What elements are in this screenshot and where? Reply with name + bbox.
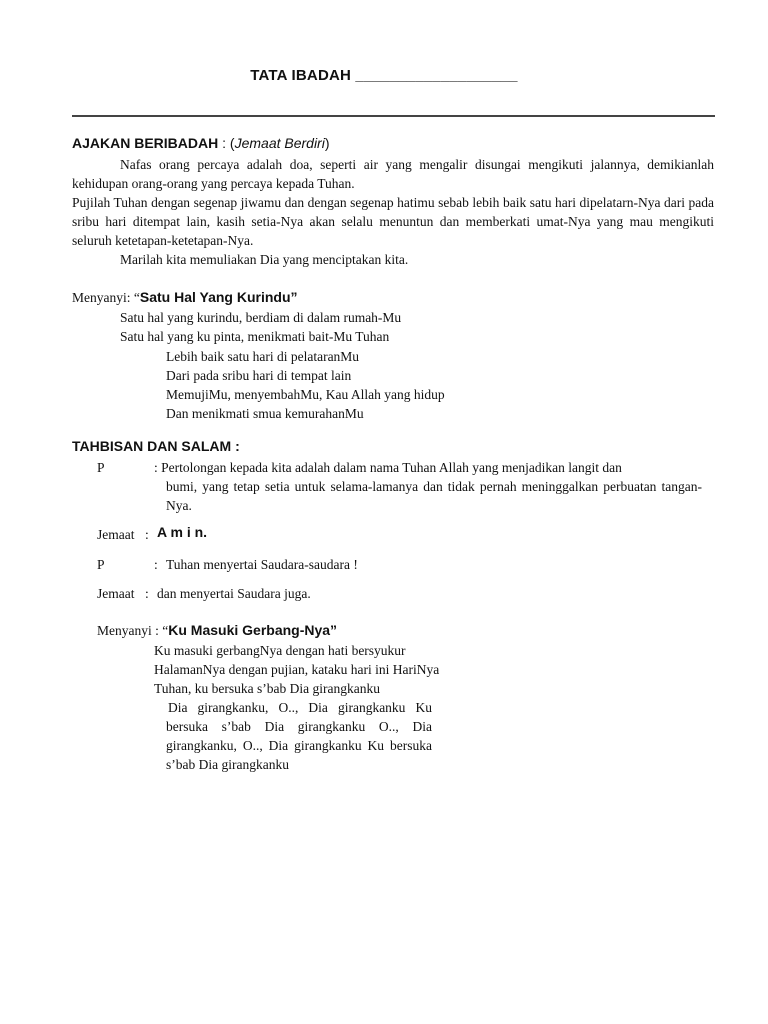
heading-close: ) xyxy=(324,135,330,151)
amin-response: A m i n. xyxy=(157,524,208,540)
speaker-label-p: P xyxy=(97,557,105,572)
song1-prefix: Menyanyi: “ xyxy=(72,290,140,305)
song2-prefix: Menyanyi : “ xyxy=(97,623,169,638)
song2-line: HalamanNya dengan pujian, kataku hari ini HariNya xyxy=(154,662,440,677)
section-ajakan-header xyxy=(72,135,330,153)
speaker-label-jemaat: Jemaat xyxy=(97,586,135,601)
song2-refrain: Dia girangkanku, O.., Dia girangkanku Ku bersuka s’bab Dia girangkanku O.., Dia girangkanku, O.., Dia girangkanku Ku bersuka s’bab Dia girangkanku xyxy=(166,700,432,772)
p-text-continued: bumi, yang tetap setia untuk selama-lamanya dan tidak pernah meninggalkan perbuatan tangan-Nya. xyxy=(166,479,702,513)
heading-note: Jemaat Berdiri xyxy=(234,135,325,151)
paragraph-ajakan-3: Marilah kita memuliakan Dia yang menciptakan kita. xyxy=(120,252,409,267)
speaker-label-jemaat: Jemaat xyxy=(97,527,135,542)
colon: : xyxy=(145,586,149,601)
song1-header xyxy=(72,289,298,307)
paragraph-ajakan-2: Pujilah Tuhan dengan segenap jiwamu dan dengan segenap hatimu sebab lebih baik satu hari dipelatarn-Nya dari pada sribu hari ditempat lain, kasih setia-Nya akan selalu menuntun dan memberkati umat-Nya yang mau mengikuti seluruh ketetapan-ketetapan-Nya. xyxy=(72,195,714,248)
page-title: TATA IBADAH ___________________ xyxy=(250,67,518,84)
song2-line: Tuhan, ku bersuka s’bab Dia girangkanku xyxy=(154,681,380,696)
p-text-first-line: : Pertolongan kepada kita adalah dalam nama Tuhan Allah yang menjadikan langit dan xyxy=(154,460,622,475)
song1-line: Dari pada sribu hari di tempat lain xyxy=(166,368,352,383)
section-heading-tahbisan: TAHBISAN DAN SALAM : xyxy=(72,438,240,454)
jemaat-response: dan menyertai Saudara juga. xyxy=(157,586,311,601)
section-heading-ajakan: AJAKAN BERIBADAH xyxy=(72,135,219,151)
song1-line: Lebih baik satu hari di pelataranMu xyxy=(166,349,360,364)
song1-line: Dan menikmati smua kemurahanMu xyxy=(166,406,364,421)
song2-line: Ku masuki gerbangNya dengan hati bersyukur xyxy=(154,643,406,658)
song2-header xyxy=(97,622,337,640)
song1-title: Satu Hal Yang Kurindu” xyxy=(139,289,298,305)
song1-line: Satu hal yang ku pinta, menikmati bait-Mu Tuhan xyxy=(120,329,390,344)
p-greeting: Tuhan menyertai Saudara-saudara ! xyxy=(166,557,358,572)
song2-title: Ku Masuki Gerbang-Nya” xyxy=(168,622,338,638)
speaker-label-p: P xyxy=(97,460,105,475)
heading-separator: : ( xyxy=(218,135,235,151)
colon: : xyxy=(154,557,158,572)
colon: : xyxy=(145,527,149,542)
paragraph-ajakan-1: Nafas orang percaya adalah doa, seperti air yang mengalir disungai mengikuti jalannya, demikianlah kehidupan orang-orang yang percaya kepada Tuhan. xyxy=(72,157,714,191)
song1-line: Satu hal yang kurindu, berdiam di dalam rumah-Mu xyxy=(120,310,402,325)
song1-line: MemujiMu, menyembahMu, Kau Allah yang hidup xyxy=(166,387,445,402)
divider xyxy=(72,115,715,117)
